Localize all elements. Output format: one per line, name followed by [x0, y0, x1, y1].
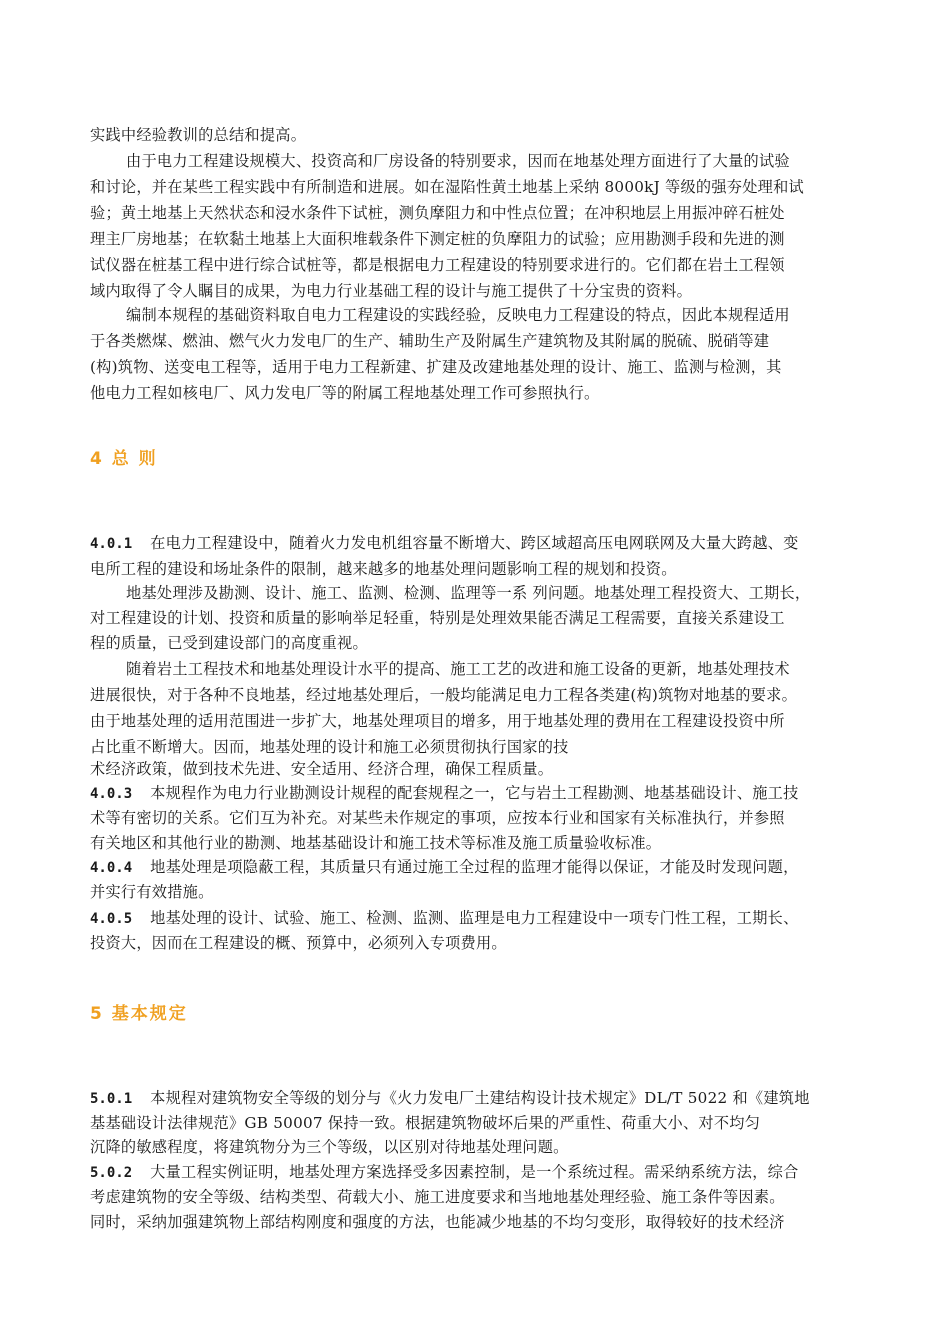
clause-number: 4.0.3	[90, 786, 133, 802]
paragraph-line: 沉降的敏感程度，将建筑物分为三个等级，以区别对待地基处理问题。	[90, 1138, 569, 1156]
paragraph-line: 投资大，因而在工程建设的概、预算中，必须列入专项费用。	[90, 934, 507, 952]
paragraph-line: 他电力工程如核电厂、风力发电厂等的附属工程地基处理工作可参照执行。	[90, 384, 600, 402]
paragraph-line: 术等有密切的关系。它们互为补充。对某些未作规定的事项，应按本行业和国家有关标准执行，并参照	[90, 809, 785, 827]
clause-number: 5.0.2	[90, 1165, 133, 1181]
paragraph-line: 对工程建设的计划、投资和质量的影响举足轻重，特别是处理效果能否满足工程需要，直接关系建设工	[90, 609, 785, 627]
paragraph-line: 并实行有效措施。	[90, 883, 214, 901]
paragraph-line: 程的质量，已受到建设部门的高度重视。	[90, 634, 368, 652]
paragraph-line: 由于电力工程建设规模大、投资高和厂房设备的特别要求，因而在地基处理方面进行了大量的试验	[126, 152, 790, 170]
clause-line	[90, 530, 870, 557]
paragraph-line: 理主厂房地基；在软黏土地基上大面积堆载条件下测定桩的负摩阻力的试验；应用勘测手段和先进的测	[90, 230, 785, 248]
paragraph-line: 编制本规程的基础资料取自电力工程建设的实践经验，反映电力工程建设的特点，因此本规程适用	[126, 306, 790, 324]
clause-line	[90, 1159, 870, 1186]
section-heading: 5 基本规定	[90, 1004, 188, 1024]
clause-line	[90, 854, 870, 881]
paragraph-line: 占比重不断增大。因而，地基处理的设计和施工必须贯彻执行国家的技	[90, 738, 569, 756]
paragraph-line: 和讨论，并在某些工程实践中有所制造和进展。如在湿陷性黄土地基上采纳 8000kJ 等级的强夯处理和试	[90, 178, 804, 196]
paragraph-line: 有关地区和其他行业的勘测、地基基础设计和施工技术等标准及施工质量验收标准。	[90, 834, 662, 852]
clause-text: 大量工程实例证明，地基处理方案选择受多因素控制，是一个系统过程。需采纳系统方法，综合	[150, 1163, 799, 1181]
paragraph-line: 地基处理涉及勘测、设计、施工、监测、检测、监理等一系 列问题。地基处理工程投资大、工期长，	[126, 584, 811, 602]
paragraph-line: 由于地基处理的适用范围进一步扩大，地基处理项目的增多，用于地基处理的费用在工程建设投资中所	[90, 712, 785, 730]
section-heading: 4 总 则	[90, 449, 158, 469]
clause-text: 本规程对建筑物安全等级的划分与《火力发电厂土建结构设计技术规定》DL/T 5022 和《建筑地	[150, 1089, 810, 1107]
clause-line	[90, 905, 870, 932]
clause-number: 5.0.1	[90, 1091, 133, 1107]
paragraph-line: 域内取得了令人瞩目的成果，为电力行业基础工程的设计与施工提供了十分宝贵的资料。	[90, 282, 693, 300]
paragraph-line: 试仪器在桩基工程中进行综合试桩等，都是根据电力工程建设的特别要求进行的。它们都在岩土工程领	[90, 256, 785, 274]
clause-number: 4.0.1	[90, 536, 133, 552]
clause-line	[90, 780, 870, 807]
clause-text: 地基处理的设计、试验、施工、检测、监测、监理是电力工程建设中一项专门性工程，工期长、	[150, 909, 799, 927]
paragraph-line: (构)筑物、送变电工程等，适用于电力工程新建、扩建及改建地基处理的设计、施工、监测与检测，其	[90, 358, 782, 376]
paragraph-line: 电所工程的建设和场址条件的限制，越来越多的地基处理问题影响工程的规划和投资。	[90, 560, 677, 578]
clause-number: 4.0.4	[90, 860, 133, 876]
paragraph-line: 基基础设计法律规范》GB 50007 保持一致。根据建筑物破坏后果的严重性、荷重大小、对不均匀	[90, 1114, 761, 1132]
paragraph-line: 进展很快，对于各种不良地基，经过地基处理后，一般均能满足电力工程各类建(构)筑物对地基的要求。	[90, 686, 798, 704]
paragraph-line: 术经济政策，做到技术先进、安全适用、经济合理，确保工程质量。	[90, 760, 554, 778]
clause-text: 在电力工程建设中，随着火力发电机组容量不断增大、跨区域超高压电网联网及大量大跨越、变	[150, 534, 799, 552]
paragraph-line: 验；黄土地基上天然状态和浸水条件下试桩，测负摩阻力和中性点位置；在冲积地层上用振冲碎石桩处	[90, 204, 785, 222]
paragraph-line: 实践中经验教训的总结和提高。	[90, 126, 307, 144]
paragraph-line: 于各类燃煤、燃油、燃气火力发电厂的生产、辅助生产及附属生产建筑物及其附属的脱硫、脱硝等建	[90, 332, 770, 350]
clause-text: 本规程作为电力行业勘测设计规程的配套规程之一，它与岩土工程勘测、地基基础设计、施工技	[150, 784, 799, 802]
clause-line	[90, 1085, 870, 1112]
clause-text: 地基处理是项隐蔽工程，其质量只有通过施工全过程的监理才能得以保证，才能及时发现问题，	[150, 858, 799, 876]
paragraph-line: 同时，采纳加强建筑物上部结构刚度和强度的方法，也能减少地基的不均匀变形，取得较好的技术经济	[90, 1213, 785, 1231]
clause-number: 4.0.5	[90, 911, 133, 927]
paragraph-line: 随着岩土工程技术和地基处理设计水平的提高、施工工艺的改进和施工设备的更新，地基处理技术	[126, 660, 790, 678]
paragraph-line: 考虑建筑物的安全等级、结构类型、荷载大小、施工进度要求和当地地基处理经验、施工条件等因素。	[90, 1188, 785, 1206]
